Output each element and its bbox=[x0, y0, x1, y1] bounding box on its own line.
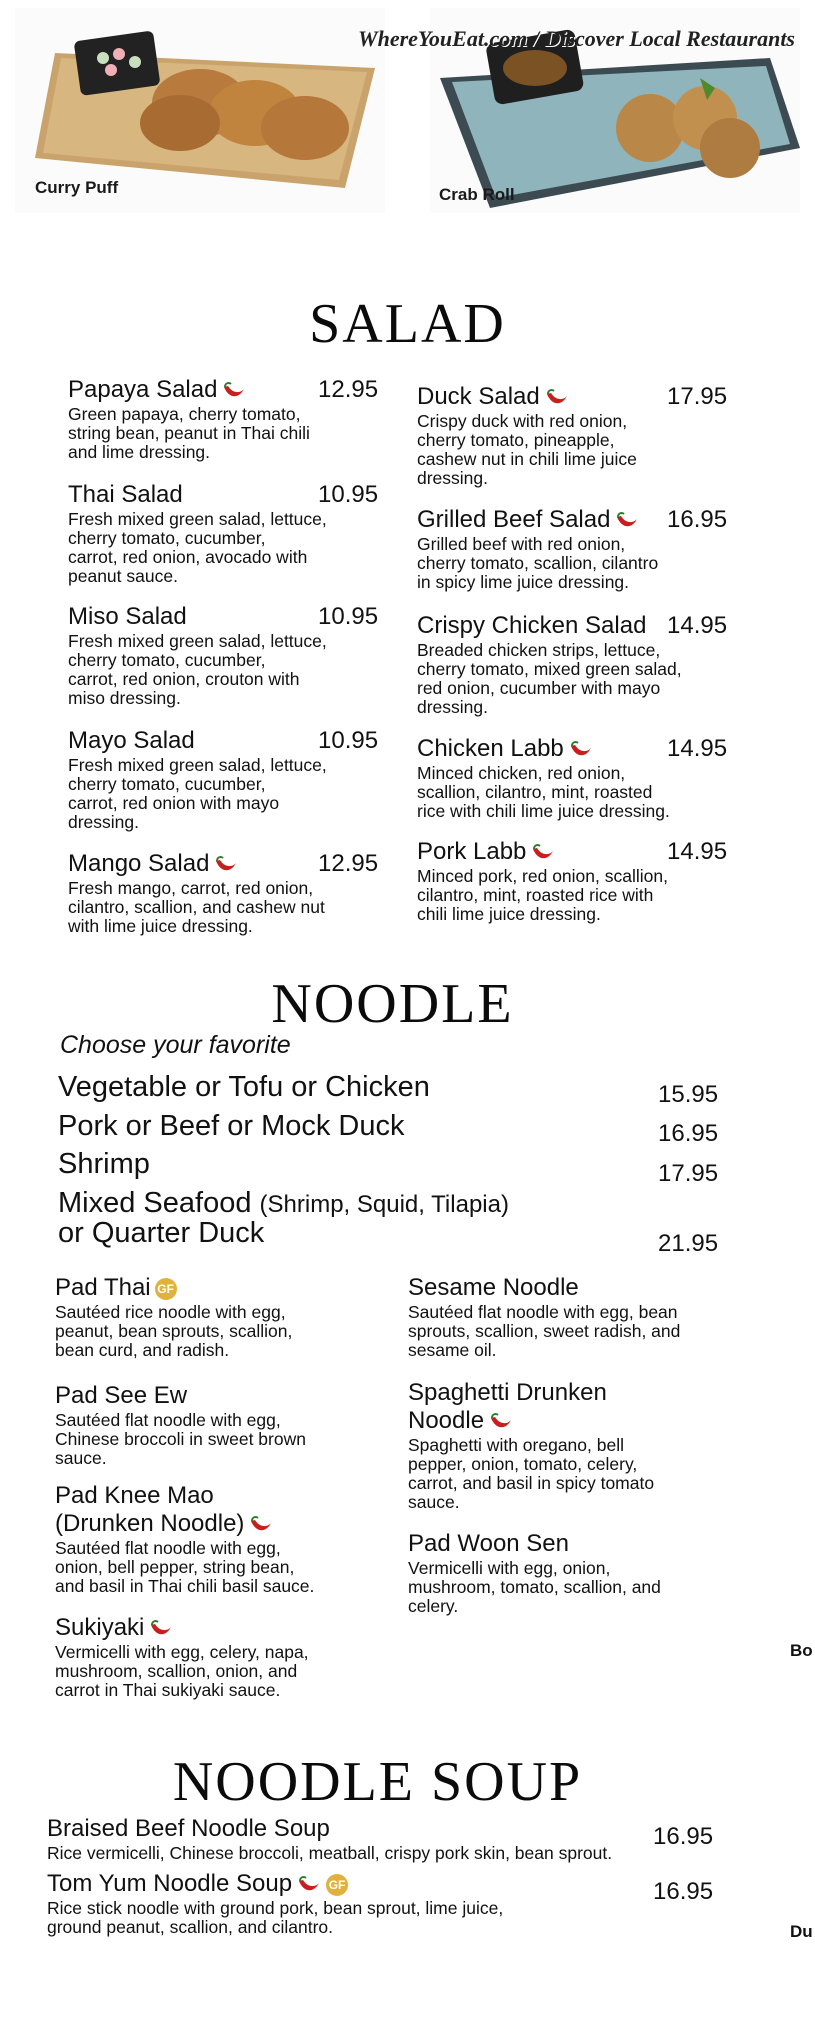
desc-line: Minced pork, red onion, scallion, bbox=[417, 866, 668, 886]
item-name-row bbox=[55, 1382, 395, 1410]
menu-item bbox=[417, 735, 757, 821]
desc-line: cherry tomato, pineapple, bbox=[417, 430, 615, 450]
item-price: 17.95 bbox=[667, 383, 728, 410]
menu-item bbox=[68, 376, 408, 462]
item-desc bbox=[408, 1436, 748, 1512]
chili-icon bbox=[221, 381, 247, 401]
desc-line: carrot, red onion, avocado with bbox=[68, 547, 308, 567]
item-name: Pad Knee Mao bbox=[55, 1482, 214, 1509]
item-name-cont: (Drunken Noodle) bbox=[55, 1510, 245, 1537]
item-desc bbox=[68, 632, 408, 708]
item-price: 14.95 bbox=[667, 735, 728, 762]
desc-line: peanut, bean sprouts, scallion, bbox=[55, 1321, 293, 1341]
desc-line: carrot, and basil in spicy tomato bbox=[408, 1473, 655, 1493]
option-price: 16.95 bbox=[658, 1120, 719, 1147]
item-name: Sesame Noodle bbox=[408, 1274, 579, 1301]
item-price: 12.95 bbox=[318, 850, 379, 877]
desc-line: Grilled beef with red onion, bbox=[417, 534, 626, 554]
desc-line: Vermicelli with egg, onion, bbox=[408, 1558, 611, 1578]
chili-icon bbox=[148, 1619, 174, 1639]
desc-line: mushroom, tomato, scallion, and bbox=[408, 1577, 661, 1597]
chili-icon bbox=[213, 855, 239, 875]
item-name: Papaya Salad bbox=[68, 376, 218, 403]
item-price: 10.95 bbox=[318, 727, 379, 754]
chili-icon bbox=[248, 1515, 274, 1535]
item-name: Sukiyaki bbox=[55, 1614, 145, 1641]
desc-line: cherry tomato, cucumber, bbox=[68, 650, 266, 670]
chili-icon bbox=[614, 511, 640, 531]
desc-line: bean curd, and radish. bbox=[55, 1340, 230, 1360]
desc-line: dressing. bbox=[68, 812, 140, 832]
item-desc bbox=[417, 641, 757, 717]
desc-line: miso dressing. bbox=[68, 688, 181, 708]
desc-line: carrot in Thai sukiyaki sauce. bbox=[55, 1680, 281, 1700]
desc-line: red onion, cucumber with mayo bbox=[417, 678, 661, 698]
menu-item bbox=[408, 1379, 748, 1512]
item-name: Mayo Salad bbox=[68, 727, 195, 754]
item-price: 10.95 bbox=[318, 603, 379, 630]
item-name: Pork Labb bbox=[417, 838, 527, 865]
item-desc bbox=[55, 1303, 395, 1360]
menu-item bbox=[68, 603, 408, 708]
menu-item bbox=[68, 727, 408, 832]
chili-icon bbox=[568, 740, 594, 760]
desc-line: Sautéed flat noodle with egg, bbox=[55, 1538, 281, 1558]
desc-line: sauce. bbox=[408, 1492, 460, 1512]
item-desc bbox=[408, 1303, 748, 1360]
item-desc bbox=[417, 867, 757, 924]
item-desc bbox=[68, 756, 408, 832]
desc-line: Crispy duck with red onion, bbox=[417, 411, 628, 431]
desc-line: Fresh mixed green salad, lettuce, bbox=[68, 509, 327, 529]
cut-off-text: Du bbox=[790, 1922, 813, 1941]
desc-line: Fresh mango, carrot, red onion, bbox=[68, 878, 314, 898]
photo-caption: Crab Roll bbox=[439, 185, 515, 204]
desc-line: Breaded chicken strips, lettuce, bbox=[417, 640, 661, 660]
desc-line: Sautéed flat noodle with egg, bean bbox=[408, 1302, 678, 1322]
protein-option: Shrimp bbox=[58, 1148, 150, 1180]
item-name: Pad Woon Sen bbox=[408, 1530, 570, 1557]
desc-line: cilantro, mint, roasted rice with bbox=[417, 885, 654, 905]
desc-line: cilantro, scallion, and cashew nut bbox=[68, 897, 325, 917]
menu-item bbox=[55, 1482, 395, 1596]
desc-line: peanut sauce. bbox=[68, 566, 178, 586]
item-desc bbox=[68, 879, 408, 936]
desc-line: cashew nut in chili lime juice bbox=[417, 449, 637, 469]
menu-item bbox=[55, 1614, 395, 1700]
protein-option bbox=[58, 1187, 509, 1220]
option-note: (Shrimp, Squid, Tilapia) bbox=[259, 1191, 509, 1218]
choose-favorite: Choose your favorite bbox=[60, 1031, 291, 1059]
item-name: Pad Thai bbox=[55, 1274, 151, 1301]
watermark: WhereYouEat.com / Discover Local Restaurants bbox=[358, 26, 795, 51]
item-desc bbox=[408, 1559, 748, 1616]
item-desc bbox=[68, 510, 408, 586]
desc-line: celery. bbox=[408, 1596, 459, 1616]
desc-line: sesame oil. bbox=[408, 1340, 497, 1360]
menu-item bbox=[55, 1274, 395, 1360]
item-desc bbox=[417, 412, 757, 488]
desc-line: carrot, red onion with mayo bbox=[68, 793, 280, 813]
item-name-row bbox=[408, 1530, 748, 1558]
desc-line: Fresh mixed green salad, lettuce, bbox=[68, 631, 327, 651]
desc-line: ground peanut, scallion, and cilantro. bbox=[47, 1917, 334, 1937]
chili-icon bbox=[296, 1875, 322, 1895]
desc-line: pepper, onion, tomato, celery, bbox=[408, 1454, 638, 1474]
desc-line: cherry tomato, cucumber, bbox=[68, 774, 266, 794]
item-price: 14.95 bbox=[667, 612, 728, 639]
desc-line: Spaghetti with oregano, bell bbox=[408, 1435, 624, 1455]
soup-item bbox=[47, 1870, 727, 1937]
desc-line: Fresh mixed green salad, lettuce, bbox=[68, 755, 327, 775]
item-name: Duck Salad bbox=[417, 383, 540, 410]
desc-line: Sautéed rice noodle with egg, bbox=[55, 1302, 286, 1322]
option-price: 17.95 bbox=[658, 1160, 719, 1187]
protein-option: Vegetable or Tofu or Chicken bbox=[58, 1071, 430, 1103]
curry-puff-photo bbox=[15, 8, 385, 213]
item-desc bbox=[55, 1539, 395, 1596]
desc-line: cherry tomato, cucumber, bbox=[68, 528, 266, 548]
chili-icon bbox=[544, 388, 570, 408]
item-price: 14.95 bbox=[667, 838, 728, 865]
item-name: Spaghetti Drunken bbox=[408, 1379, 607, 1406]
menu-item bbox=[55, 1382, 395, 1468]
photo-caption: Curry Puff bbox=[35, 178, 119, 197]
desc-line: string bean, peanut in Thai chili bbox=[68, 423, 310, 443]
menu-item bbox=[417, 612, 757, 717]
desc-line: rice with chili lime juice dressing. bbox=[417, 801, 670, 821]
item-name: Grilled Beef Salad bbox=[417, 506, 611, 533]
item-name-row bbox=[55, 1274, 395, 1302]
item-name-row bbox=[408, 1379, 748, 1435]
item-price: 16.95 bbox=[667, 506, 728, 533]
item-name: Thai Salad bbox=[68, 481, 183, 508]
item-name: Pad See Ew bbox=[55, 1382, 188, 1409]
menu-item bbox=[417, 838, 757, 924]
item-desc bbox=[417, 764, 757, 821]
item-desc bbox=[417, 535, 757, 592]
cut-off-text: Bo bbox=[790, 1641, 813, 1660]
desc-line: with lime juice dressing. bbox=[68, 916, 253, 936]
option-label: Mixed Seafood bbox=[58, 1187, 252, 1219]
item-name: Chicken Labb bbox=[417, 735, 564, 762]
desc-line: onion, bell pepper, string bean, bbox=[55, 1557, 295, 1577]
desc-line: Vermicelli with egg, celery, napa, bbox=[55, 1642, 309, 1662]
desc-line: carrot, red onion, crouton with bbox=[68, 669, 300, 689]
item-price: 12.95 bbox=[318, 376, 379, 403]
desc-line: sauce. bbox=[55, 1448, 107, 1468]
desc-line: and basil in Thai chili basil sauce. bbox=[55, 1576, 315, 1596]
noodle-heading: NOODLE bbox=[271, 973, 514, 1035]
item-price: 16.95 bbox=[653, 1878, 714, 1905]
item-name: Tom Yum Noodle Soup bbox=[47, 1870, 293, 1897]
desc-line: mushroom, scallion, onion, and bbox=[55, 1661, 298, 1681]
desc-line: Chinese broccoli in sweet brown bbox=[55, 1429, 306, 1449]
option-price: 15.95 bbox=[658, 1081, 719, 1108]
option-price: 21.95 bbox=[658, 1230, 719, 1257]
menu-item bbox=[408, 1274, 748, 1360]
item-name: Miso Salad bbox=[68, 603, 187, 630]
item-name-cont: Noodle bbox=[408, 1407, 485, 1434]
menu-item bbox=[68, 481, 408, 586]
chili-icon bbox=[488, 1412, 514, 1432]
gluten-free-badge: GF bbox=[155, 1278, 177, 1300]
desc-line: sprouts, scallion, sweet radish, and bbox=[408, 1321, 681, 1341]
noodle-soup-heading: NOODLE SOUP bbox=[172, 1751, 583, 1813]
item-name: Crispy Chicken Salad bbox=[417, 612, 647, 639]
item-price: 10.95 bbox=[318, 481, 379, 508]
desc-line: cherry tomato, mixed green salad, bbox=[417, 659, 682, 679]
item-name-row bbox=[408, 1274, 748, 1302]
item-name-row bbox=[47, 1870, 727, 1898]
desc-line: dressing. bbox=[417, 468, 489, 488]
item-name: Mango Salad bbox=[68, 850, 210, 877]
menu-item bbox=[68, 850, 408, 936]
item-name: Braised Beef Noodle Soup bbox=[47, 1815, 330, 1842]
gluten-free-badge: GF bbox=[326, 1874, 348, 1896]
menu-item bbox=[408, 1530, 748, 1616]
protein-option: Pork or Beef or Mock Duck bbox=[58, 1110, 405, 1142]
desc-line: scallion, cilantro, mint, roasted bbox=[417, 782, 653, 802]
desc-line: Minced chicken, red onion, bbox=[417, 763, 626, 783]
chili-icon bbox=[530, 843, 556, 863]
desc-line: and lime dressing. bbox=[68, 442, 211, 462]
item-desc bbox=[55, 1643, 395, 1700]
soup-item bbox=[47, 1815, 727, 1863]
protein-option: or Quarter Duck bbox=[58, 1217, 265, 1249]
desc-line: chili lime juice dressing. bbox=[417, 904, 601, 924]
item-desc: Rice vermicelli, Chinese broccoli, meatball, crispy pork skin, bean sprout. bbox=[47, 1843, 613, 1863]
salad-heading: SALAD bbox=[309, 293, 506, 355]
item-desc bbox=[68, 405, 408, 462]
menu-item bbox=[417, 383, 757, 488]
item-desc bbox=[55, 1411, 395, 1468]
desc-line: dressing. bbox=[417, 697, 489, 717]
item-name-row bbox=[55, 1482, 395, 1538]
desc-line: Sautéed flat noodle with egg, bbox=[55, 1410, 281, 1430]
desc-line: Rice stick noodle with ground pork, bean sprout, lime juice, bbox=[47, 1898, 504, 1918]
item-price: 16.95 bbox=[653, 1823, 714, 1850]
desc-line: in spicy lime juice dressing. bbox=[417, 572, 630, 592]
desc-line: cherry tomato, scallion, cilantro bbox=[417, 553, 659, 573]
menu-item bbox=[417, 506, 757, 592]
item-name-row bbox=[55, 1614, 395, 1642]
item-desc bbox=[47, 1899, 727, 1937]
desc-line: Green papaya, cherry tomato, bbox=[68, 404, 301, 424]
